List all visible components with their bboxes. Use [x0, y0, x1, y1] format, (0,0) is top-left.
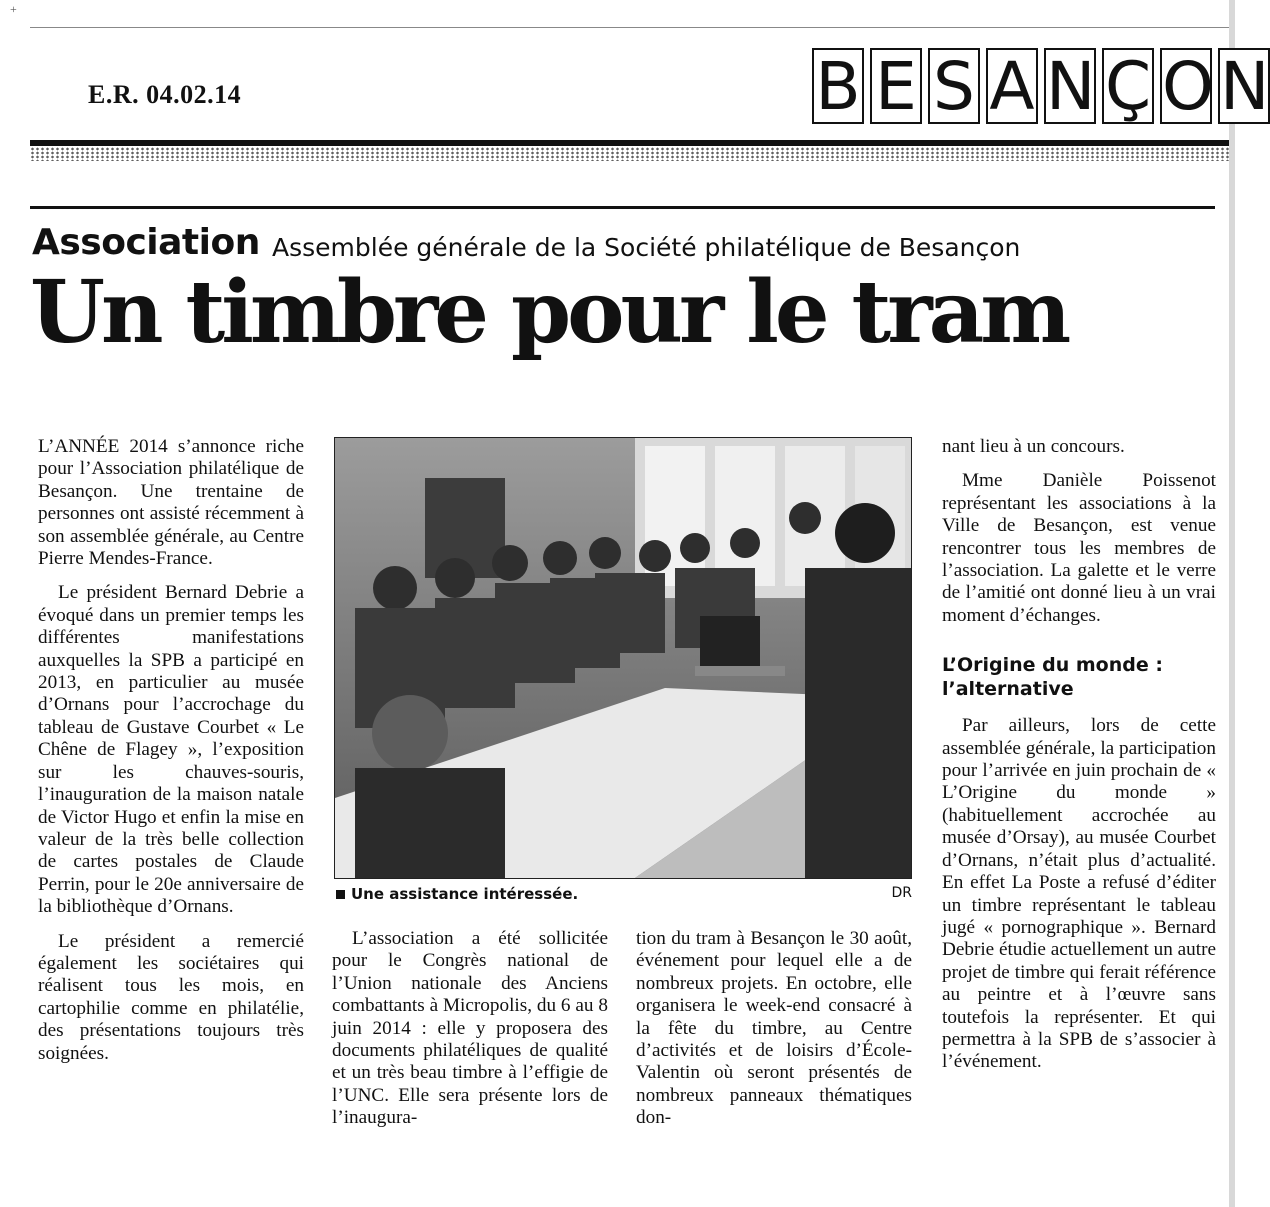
- photo-credit: DR: [891, 885, 912, 901]
- article-column-1: [38, 436, 304, 1077]
- city-letter: Ç: [1102, 48, 1154, 124]
- article-photo: [334, 437, 912, 879]
- article-subtitle: L’Origine du monde : l’alternative: [942, 654, 1163, 701]
- city-banner: [812, 48, 1270, 132]
- city-letter: N: [1220, 48, 1270, 125]
- article-column-2: [332, 928, 608, 1142]
- caption-text: Une assistance intéressée.: [351, 885, 579, 903]
- paragraph: Par ailleurs, lors de cette assemblée générale, la participation pour l’arrivée en juin prochain de « L’Origine du monde » (habituellement accrochée au musée d’Orsay), au musée Courbet d’Ornans, n’était plus d’actualité. En effet La Poste a refusé d’éditer un timbre représentant le tableau jugé « pornographique ». Bernard Debrie étudie actuellement un autre projet de timbre qui ferait référence au peintre et à l’œuvre sans toutefois la représenter. Et qui permettra à la SPB de s’associer à l’événement.: [942, 715, 1216, 1073]
- article-headline: Un timbre pour le tram: [30, 262, 1068, 363]
- article-kicker: Association: [32, 222, 260, 263]
- paragraph: L’association a été sollicitée pour le Congrès national de l’Union nationale des Anciens combattants à Micropolis, du 6 au 8 juin 2014 : elle y proposera des documents philatéliques de qualité et un très beau timbre à l’effigie de l’UNC. Elle sera présente lors de l’inaugura-: [332, 928, 608, 1129]
- city-letter: N: [1046, 48, 1096, 125]
- caption-bullet-icon: [336, 890, 345, 899]
- paragraph: tion du tram à Besançon le 30 août, événement pour lequel elle a de nombreux projets. En octobre, elle organisera le week-end consacré à la fête du timbre, au Centre d’activités et de loisirs d’École-Valentin où seront présentés de nombreux panneaux thématiques don-: [636, 928, 912, 1129]
- photo-caption: [336, 885, 912, 903]
- city-letter: E: [870, 48, 922, 124]
- article-subhead: Assemblée générale de la Société philatélique de Besançon: [272, 233, 1021, 262]
- article-column-3: [636, 928, 912, 1142]
- city-letter: B: [812, 48, 864, 124]
- page-right-edge: [1229, 0, 1235, 1207]
- publication-date: E.R. 04.02.14: [88, 80, 242, 109]
- paragraph: Le président Bernard Debrie a évoqué dans un premier temps les différentes manifestations auxquelles la SPB a participé en 2013, en particulier au musée d’Ornans pour l’accrochage du tableau de Gustave Courbet « Le Chêne de Flagey », l’exposition sur les chauves-souris, l’inauguration de la maison natale de Victor Hugo et enfin la mise en valeur de la très belle collection de cartes postales de Claude Perrin, pour le 20e anniversaire de la bibliothèque d’Ornans.: [38, 582, 304, 918]
- header-band: [30, 140, 1229, 146]
- corner-mark: +: [10, 2, 17, 16]
- paragraph: L’ANNÉE 2014 s’annonce riche pour l’Association philatélique de Besançon. Une trentaine de personnes ont assisté récemment à son assemblée générale, au Centre Pierre Mendes-France.: [38, 436, 304, 570]
- meeting-photo-illustration: [335, 438, 911, 878]
- header-dot-band: [30, 147, 1229, 161]
- city-letter: O: [1162, 48, 1214, 125]
- paragraph: Mme Danièle Poissenot représentant les associations à la Ville de Besançon, est venue rencontrer tous les membres de l’association. La galette et le verre de l’amitié ont donné lieu à un vrai moment d’échanges.: [942, 470, 1216, 626]
- article-column-4: [942, 436, 1216, 1086]
- city-letter: A: [986, 48, 1038, 124]
- paragraph: Le président a remercié également les sociétaires qui réalisent tous les mois, en cartophilie comme en philatélie, des présentations toujours très soignées.: [38, 930, 304, 1064]
- section-rule: [30, 206, 1215, 209]
- page-top-rule: [30, 27, 1230, 28]
- city-letter: S: [928, 48, 980, 124]
- paragraph: nant lieu à un concours.: [942, 436, 1125, 457]
